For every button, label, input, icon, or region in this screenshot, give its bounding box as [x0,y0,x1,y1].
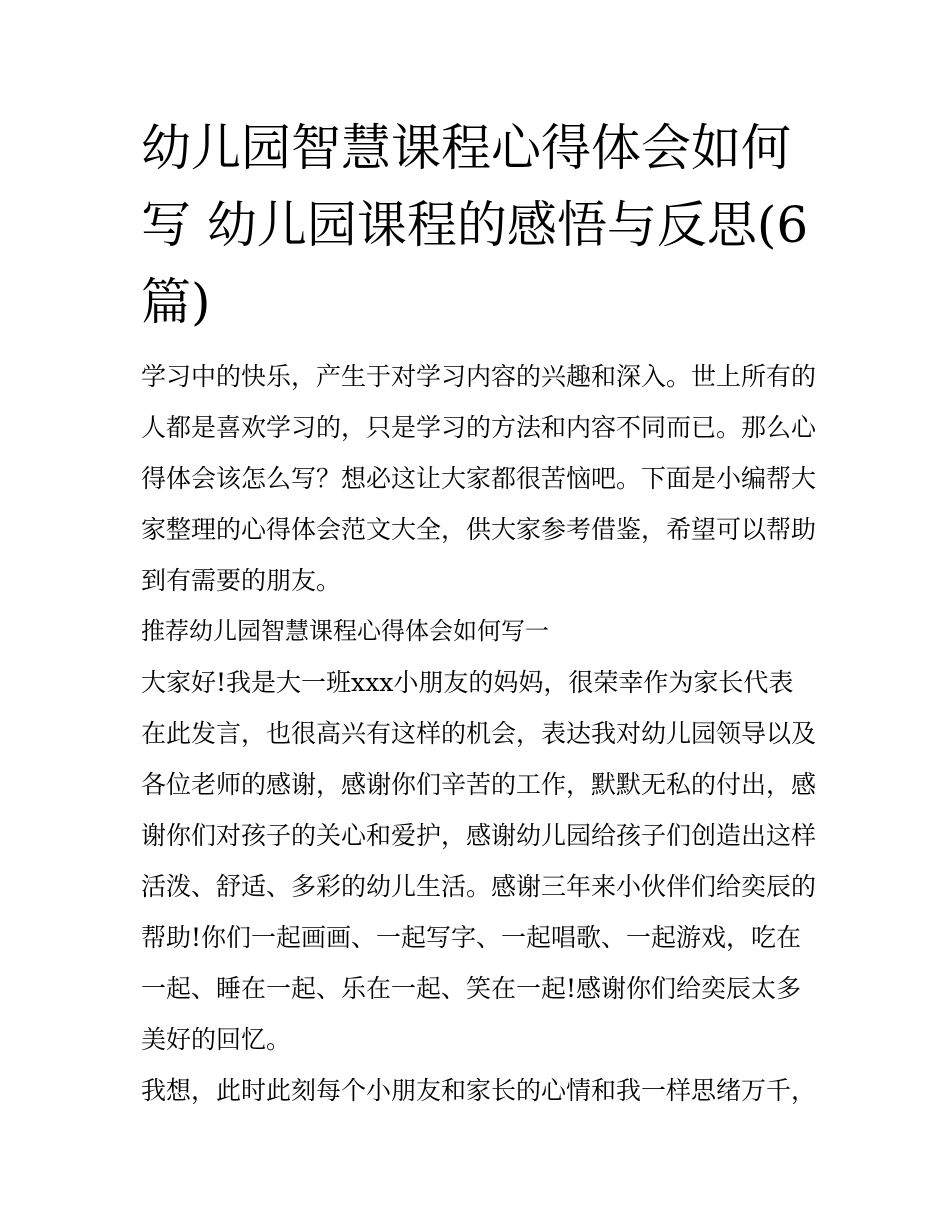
body-paragraph-1: 大家好!我是大一班xxx小朋友的妈妈，很荣幸作为家长代表在此发言，也很高兴有这样的机会，表达我对幼儿园领导以及各位老师的感谢，感谢你们辛苦的工作，默默无私的付出，感谢你们对孩子的关心和爱护，感谢幼儿园给孩子们创造出这样活泼、舒适、多彩的幼儿生活。感谢三年来小伙伴们给奕辰的帮助!你们一起画画、一起写字、一起唱歌、一起游戏，吃在一起、睡在一起、乐在一起、笑在一起!感谢你们给奕辰太多美好的回忆。 [141,668,817,1054]
intro-paragraph: 学习中的快乐，产生于对学习内容的兴趣和深入。世上所有的人都是喜欢学习的，只是学习的方法和内容不同而已。那么心得体会该怎么写？想必这让大家都很苦恼吧。下面是小编帮大家整理的心得体会范文大全，供大家参考借鉴，希望可以帮助到有需要的朋友。 [141,362,817,595]
section-heading: 推荐幼儿园智慧课程心得体会如何写一 [141,617,549,645]
document-title: 幼儿园智慧课程心得体会如何写 幼儿园课程的感悟与反思(6篇) [141,119,809,331]
document-body [141,110,817,1116]
body-paragraph-2: 我想，此时此刻每个小朋友和家长的心情和我一样思绪万千， [141,1076,817,1105]
